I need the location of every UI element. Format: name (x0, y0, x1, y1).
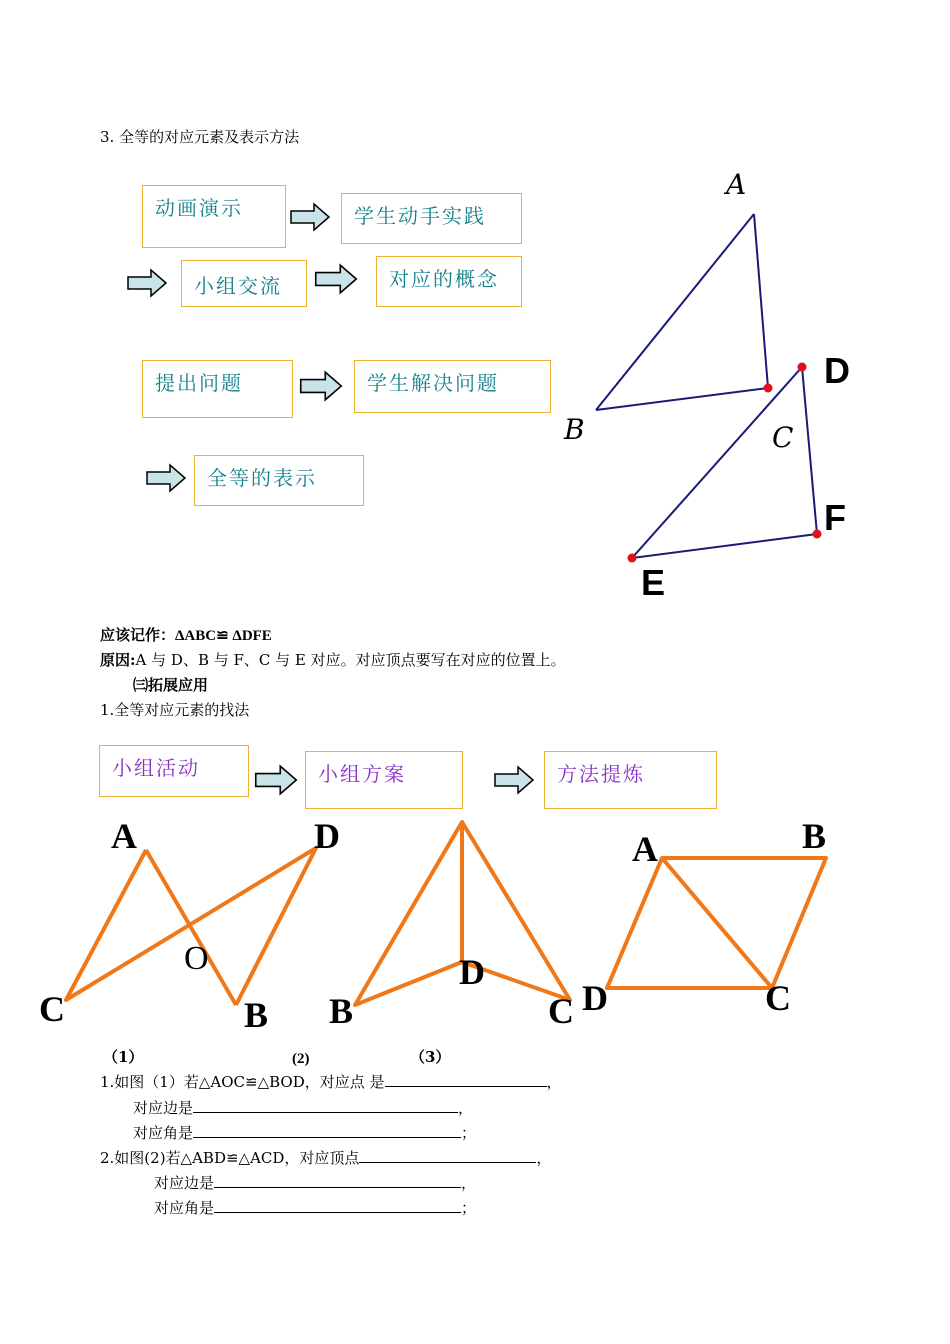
flow-box-group-exchange: 小组交流 (181, 260, 307, 307)
figure2-triangle-abd (355, 822, 462, 1005)
flow-box-congruent-notation: 全等的表示 (194, 455, 364, 506)
flow-box-group-activity: 小组活动 (99, 745, 249, 797)
answer-blank[interactable] (214, 1173, 461, 1188)
label-d: D (824, 350, 850, 391)
flow-box-practice: 学生动手实践 (341, 193, 522, 244)
flow-box-solve-question: 学生解决问题 (354, 360, 551, 413)
question1-angles (133, 1123, 476, 1143)
punctuation: ， (461, 1174, 477, 1192)
question1-sides-text: 对应边是 (133, 1099, 194, 1117)
question2-angles-text: 对应角是 (154, 1199, 215, 1217)
label-a: A (726, 168, 747, 201)
figure3-diagonal (662, 858, 772, 988)
fig2-label-d: D (459, 952, 485, 992)
question2-text: 2.如图(2)若△ABD≌△ACD，对应顶点 (100, 1149, 360, 1167)
answer-blank[interactable] (385, 1072, 547, 1087)
caption-2: (2) (292, 1051, 310, 1067)
question2-sides-text: 对应边是 (154, 1174, 215, 1192)
label-c: C (772, 421, 794, 454)
question1-main (100, 1072, 562, 1092)
figure1-line-ab (146, 850, 236, 1005)
punctuation: ， (536, 1149, 552, 1167)
answer-blank[interactable] (193, 1098, 458, 1113)
punctuation: ， (458, 1099, 474, 1117)
section-title: 3. 全等的对应元素及表示方法 (100, 128, 300, 146)
question2-sides (154, 1173, 476, 1193)
caption-1: （1） (103, 1048, 144, 1066)
fig3-label-d: D (582, 978, 608, 1018)
label-e: E (641, 562, 666, 603)
flow-box-raise-question: 提出问题 (142, 360, 293, 418)
answer-blank[interactable] (359, 1148, 536, 1163)
fig2-label-b: B (329, 991, 354, 1031)
extension-heading: ㈢拓展应用 (133, 676, 209, 694)
fig1-label-c: C (39, 989, 65, 1029)
reason-label: 原因: (100, 651, 136, 669)
punctuation: ， (546, 1073, 562, 1091)
answer-blank[interactable] (214, 1198, 461, 1213)
fig2-label-c: C (548, 991, 574, 1031)
fig3-label-a: A (632, 829, 658, 869)
flow-box-concept: 对应的概念 (376, 256, 522, 307)
punctuation: ； (461, 1124, 477, 1142)
fig3-label-b: B (802, 816, 827, 856)
fig3-label-c: C (765, 978, 791, 1018)
fig1-label-a: A (111, 816, 137, 856)
flow-box-animation: 动画演示 (142, 185, 286, 248)
fig1-label-d: D (314, 816, 340, 856)
question2-angles (154, 1198, 476, 1218)
notation-label: 应该记作： (100, 626, 176, 644)
caption-3: （3） (410, 1048, 451, 1066)
question1-angles-text: 对应角是 (133, 1124, 194, 1142)
question2-main (100, 1148, 551, 1168)
answer-blank[interactable] (193, 1123, 461, 1138)
notation-value: ΔABC≌ ΔDFE (175, 628, 272, 644)
reason-text: A 与 D、B 与 F、C 与 E 对应。对应顶点要写在对应的位置上。 (135, 651, 566, 669)
question1-sides (133, 1098, 473, 1118)
flow-box-method-refine: 方法提炼 (544, 751, 717, 809)
question1-text: 1.如图（1）若△AOC≌△BOD，对应点 是 (100, 1073, 385, 1091)
label-f: F (824, 497, 846, 538)
flow-box-group-plan: 小组方案 (305, 751, 463, 809)
punctuation: ； (461, 1199, 477, 1217)
fig1-label-o: O (184, 940, 209, 977)
fig1-label-b: B (244, 995, 269, 1035)
method-title: 1.全等对应元素的找法 (100, 701, 250, 719)
label-b: B (564, 413, 585, 446)
